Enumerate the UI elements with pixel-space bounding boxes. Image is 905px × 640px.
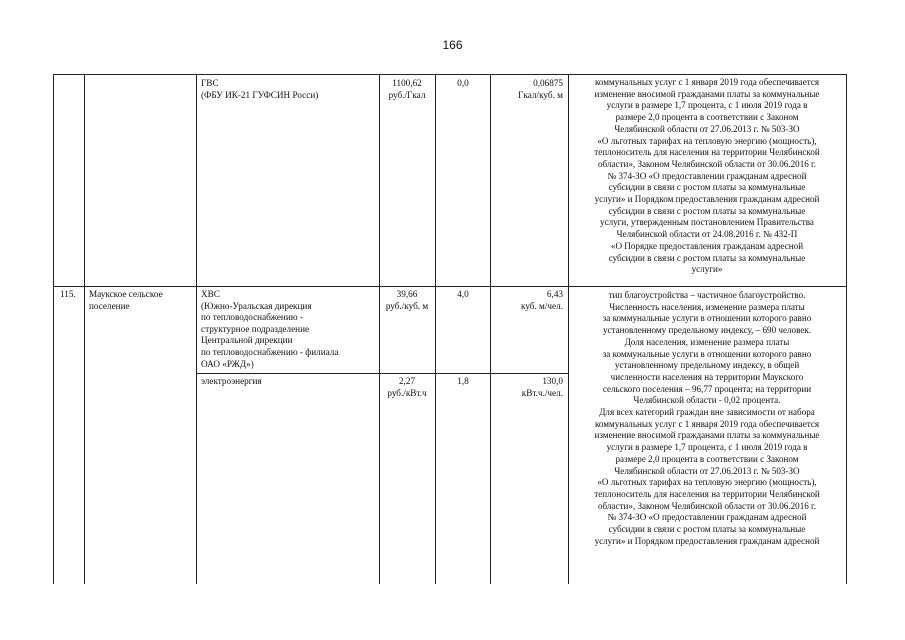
service-cell-cold-water: ХВС (Южно-Уральская дирекция по тепловодоснабжению - структурное подразделение Центральной дирекции по тепловодоснабжению - филиала ОАО «РЖД») bbox=[201, 289, 339, 369]
index-cell: 0,0 bbox=[457, 78, 469, 88]
tariff-cell: 1100,62 руб./Гкал bbox=[388, 78, 426, 100]
column-divider bbox=[490, 74, 491, 584]
service-cell-hot-water: ГВС (ФБУ ИК-21 ГУФСИН Росси) bbox=[201, 78, 319, 100]
tariff-cell: 39,66 руб./куб. м bbox=[385, 289, 429, 311]
service-cell-electricity: электроэнергия bbox=[201, 376, 262, 386]
volume-cell: 130,0 кВт.ч./чел. bbox=[521, 376, 563, 398]
index-cell: 4,0 bbox=[457, 289, 469, 299]
tariff-cell: 2,27 руб./кВт.ч bbox=[387, 376, 427, 398]
row-divider bbox=[53, 286, 847, 287]
index-cell: 1,8 bbox=[457, 376, 469, 386]
volume-cell: 6,43 куб. м/чел. bbox=[520, 289, 563, 311]
column-divider bbox=[435, 74, 436, 584]
volume-cell: 0,06875 Гкал/куб. м bbox=[518, 78, 563, 100]
column-divider bbox=[84, 74, 85, 584]
row-number: 115. bbox=[60, 289, 76, 299]
page-number: 166 bbox=[442, 38, 463, 52]
note-cell: коммунальных услуг с 1 января 2019 года обеспечивается изменение вносимой гражданами платы за коммунальные услуги в размере 1,7 процента, с 1 июля 2019 года в размере 2,0 процента в соответствии с Законом Челябинской области от 27.06.2013 г. № 503-ЗО «О льготных тарифах на тепловую энергию (мощность), теплоноситель для населения на территории Челябинской области», Законом Челябинской области от 30.06.2016 г. № 374-ЗО «О предоставлении гражданам адресной субсидии в связи с ростом платы за коммунальные услуги» и Порядком предоставления гражданам адресной субсидии в связи с ростом платы за коммунальные услуги, утвержденным постановлением Правительства Челябинской области от 24.08.2016 г. № 432-П «О Порядке предоставления гражданам адресной субсидии в связи с ростом платы за коммунальные услуги» bbox=[594, 77, 820, 275]
settlement-name: Маукское сельское поселение bbox=[89, 289, 163, 311]
sub-row-divider bbox=[196, 373, 568, 374]
note-cell: тип благоустройства – частичное благоустройство. Численность населения, изменение размера платы за коммунальные услуги в отношении которого равно установленному предельному индексу, – 690 человек. Доля населения, изменение размера платы за коммунальные услуги в отношении которого равно установленному предельному индексу, в общей численности населения на территории Маукского сельского поселения – 96,77 процента; на территории Челябинской области - 0,02 процента. Для всех категорий граждан вне зависимости от набора коммунальных услуг с 1 января 2019 года обеспечивается изменение вносимой гражданами платы за коммунальные услуги в размере 1,7 процента, с 1 июля 2019 года в размере 2,0 процента в соответствии с Законом Челябинской области от 27.06.2013 г. № 503-ЗО «О льготных тарифах на тепловую энергию (мощность), теплоноситель для населения на территории Челябинской области», Законом Челябинской области от 30.06.2016 г. № 374-ЗО «О предоставлении гражданам адресной субсидии в связи с ростом платы за коммунальные услуги» и Порядком предоставления гражданам адресной bbox=[594, 290, 820, 546]
column-divider bbox=[379, 74, 380, 584]
column-divider bbox=[568, 74, 569, 584]
table-border-top bbox=[53, 74, 847, 75]
table-border-right bbox=[846, 74, 847, 584]
table-border-left bbox=[53, 74, 54, 584]
column-divider bbox=[196, 74, 197, 584]
